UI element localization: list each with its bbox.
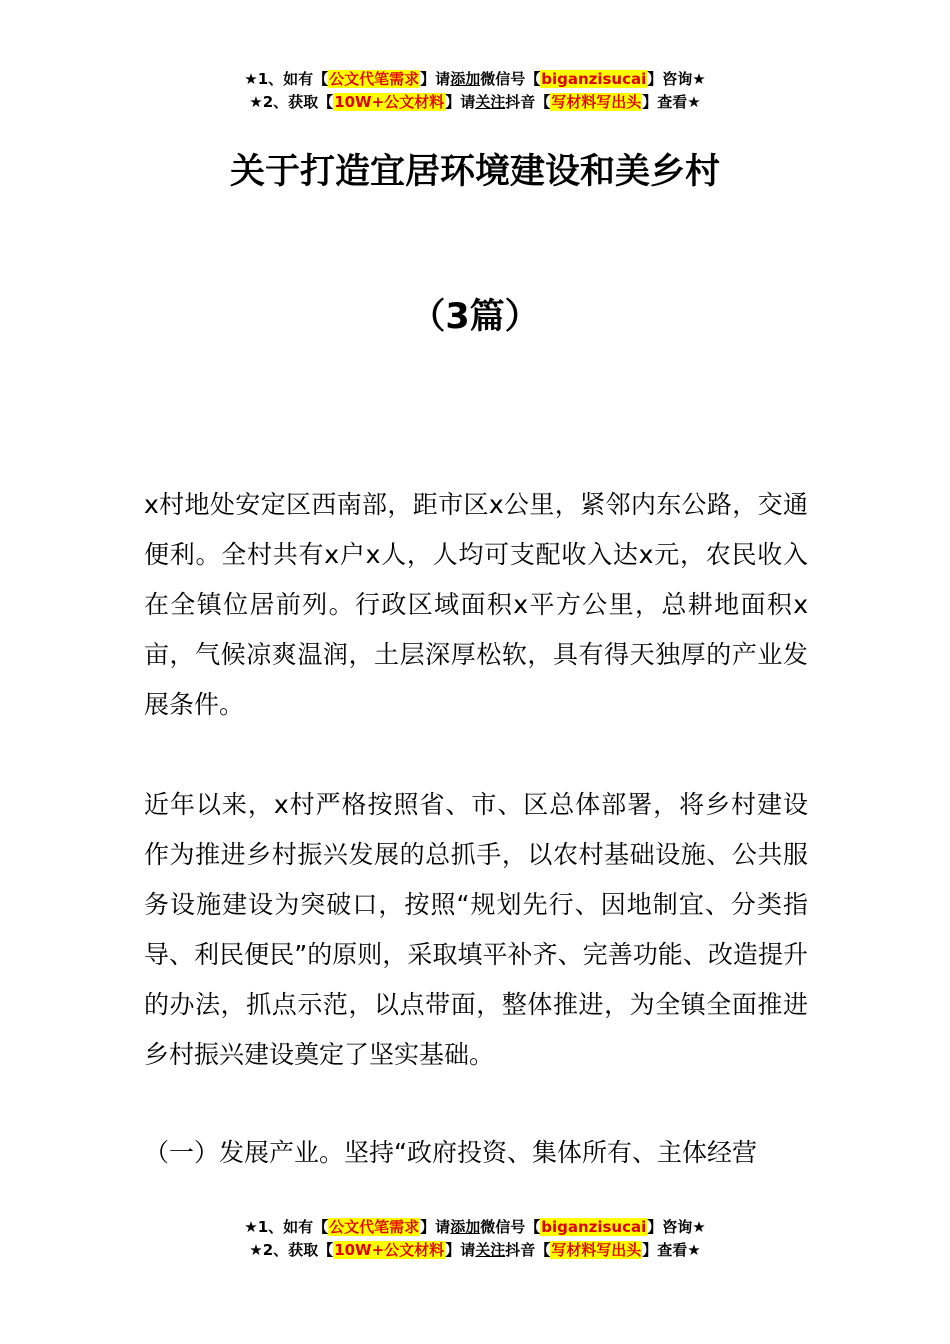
- document-subtitle: （3篇）: [410, 297, 540, 337]
- banner-underline: 关注: [475, 93, 506, 111]
- banner-text: 抖音【: [505, 1241, 551, 1259]
- banner-highlight: 10W+公文材料: [334, 93, 445, 111]
- paragraph: 近年以来，x村严格按照省、市、区总体部署，将乡村建设作为推进乡村振兴发展的总抓手，以农村基础设施、公共服务设施建设为突破口，按照“规划先行、因地制宜、分类指导、利民便民”的原则，采取填平补齐、完善功能、改造提升的办法，抓点示范，以点带面，整体推进，为全镇全面推进乡村振兴建设奠定了坚实基础。: [144, 790, 808, 1069]
- banner-line-2: [0, 91, 950, 114]
- banner-highlight: 写材料写出头: [551, 93, 642, 111]
- banner-highlight: biganzisucai: [541, 1218, 647, 1236]
- banner-highlight: 写材料写出头: [551, 1241, 642, 1259]
- banner-line-1: [0, 68, 950, 91]
- banner-text: 微信号【: [480, 1218, 541, 1236]
- banner-text: 】请: [420, 1218, 451, 1236]
- banner-underline: 添加: [450, 70, 481, 88]
- banner-text: ★2、获取【: [249, 1241, 334, 1259]
- paragraph: x村地处安定区西南部，距市区x公里，紧邻内东公路，交通便利。全村共有x户x人，人均可支配收入达x元，农民收入在全镇位居前列。行政区域面积x平方公里，总耕地面积x亩，气候凉爽温润，土层深厚松软，具有得天独厚的产业发展条件。: [144, 490, 808, 719]
- banner-text: 微信号【: [480, 70, 541, 88]
- banner-line-1: [0, 1216, 950, 1239]
- banner-text: 】咨询★: [647, 70, 706, 88]
- document-title: 关于打造宜居环境建设和美乡村: [229, 152, 720, 192]
- banner-underline: 关注: [475, 1241, 506, 1259]
- paragraph: （一）发展产业。坚持“政府投资、集体所有、主体经营: [144, 1138, 757, 1167]
- banner-highlight: 公文代笔需求: [329, 70, 420, 88]
- banner-text: ★2、获取【: [249, 93, 334, 111]
- banner-text: 】请: [420, 70, 451, 88]
- banner-text: ★1、如有【: [244, 70, 329, 88]
- header-banner: [0, 68, 950, 114]
- banner-text: 】查看★: [642, 1241, 701, 1259]
- banner-text: 】咨询★: [647, 1218, 706, 1236]
- banner-highlight: 10W+公文材料: [334, 1241, 445, 1259]
- banner-underline: 添加: [450, 1218, 481, 1236]
- banner-text: 】请: [445, 1241, 476, 1259]
- banner-highlight: biganzisucai: [541, 70, 647, 88]
- banner-text: 】查看★: [642, 93, 701, 111]
- banner-line-2: [0, 1239, 950, 1262]
- footer-banner: [0, 1216, 950, 1262]
- banner-text: 抖音【: [505, 93, 551, 111]
- banner-text: 】请: [445, 93, 476, 111]
- banner-highlight: 公文代笔需求: [329, 1218, 420, 1236]
- banner-text: ★1、如有【: [244, 1218, 329, 1236]
